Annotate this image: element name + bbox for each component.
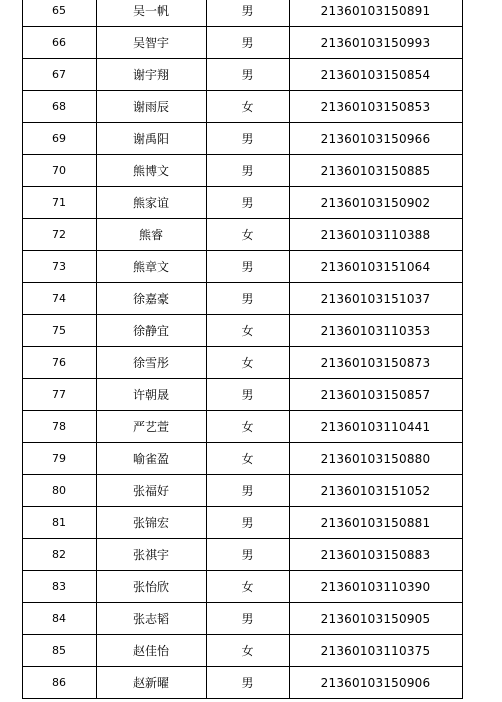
- student-name: 谢宇翔: [96, 59, 206, 91]
- student-gender: 男: [206, 539, 289, 571]
- row-number: 66: [22, 27, 96, 59]
- table-row: [0, 315, 502, 347]
- student-id: 21360103110441: [289, 411, 462, 443]
- right-margin-cell: [462, 635, 502, 667]
- table-row: [0, 0, 502, 27]
- student-gender: 男: [206, 603, 289, 635]
- student-gender: 女: [206, 347, 289, 379]
- student-name: 张志韬: [96, 603, 206, 635]
- table-row: [0, 347, 502, 379]
- row-number: 70: [22, 155, 96, 187]
- table-row: [0, 187, 502, 219]
- table-row: [0, 27, 502, 59]
- student-id: 21360103150873: [289, 347, 462, 379]
- student-gender: 男: [206, 667, 289, 699]
- table-row: [0, 507, 502, 539]
- student-name: 张怡欣: [96, 571, 206, 603]
- student-gender: 女: [206, 411, 289, 443]
- student-id: 21360103150854: [289, 59, 462, 91]
- row-number: 85: [22, 635, 96, 667]
- table-row: [0, 603, 502, 635]
- left-margin-cell: [0, 571, 22, 603]
- student-gender: 男: [206, 155, 289, 187]
- right-margin-cell: [462, 347, 502, 379]
- left-margin-cell: [0, 507, 22, 539]
- left-margin-cell: [0, 411, 22, 443]
- table-row: [0, 59, 502, 91]
- student-name: 严艺萱: [96, 411, 206, 443]
- row-number: 74: [22, 283, 96, 315]
- row-number: 75: [22, 315, 96, 347]
- student-name: 张祺宇: [96, 539, 206, 571]
- student-gender: 男: [206, 123, 289, 155]
- row-number: 84: [22, 603, 96, 635]
- row-number: 68: [22, 91, 96, 123]
- row-number: 78: [22, 411, 96, 443]
- row-number: 80: [22, 475, 96, 507]
- student-name: 徐雪彤: [96, 347, 206, 379]
- student-name: 张福好: [96, 475, 206, 507]
- table-row: [0, 571, 502, 603]
- left-margin-cell: [0, 155, 22, 187]
- left-margin-cell: [0, 667, 22, 699]
- student-id: 21360103150966: [289, 123, 462, 155]
- student-id: 21360103150883: [289, 539, 462, 571]
- table-row: [0, 539, 502, 571]
- left-margin-cell: [0, 187, 22, 219]
- student-id: 21360103150881: [289, 507, 462, 539]
- student-name: 吴智宇: [96, 27, 206, 59]
- left-margin-cell: [0, 59, 22, 91]
- student-name: 吴一帆: [96, 0, 206, 27]
- row-number: 67: [22, 59, 96, 91]
- student-id: 21360103110390: [289, 571, 462, 603]
- student-id: 21360103151064: [289, 251, 462, 283]
- right-margin-cell: [462, 315, 502, 347]
- student-gender: 男: [206, 251, 289, 283]
- left-margin-cell: [0, 251, 22, 283]
- row-number: 77: [22, 379, 96, 411]
- student-gender: 男: [206, 187, 289, 219]
- student-name: 谢禹阳: [96, 123, 206, 155]
- student-id: 21360103151052: [289, 475, 462, 507]
- student-id: 21360103150906: [289, 667, 462, 699]
- table-row: [0, 219, 502, 251]
- left-margin-cell: [0, 443, 22, 475]
- student-gender: 男: [206, 59, 289, 91]
- student-gender: 男: [206, 475, 289, 507]
- row-number: 65: [22, 0, 96, 27]
- student-name: 赵佳怡: [96, 635, 206, 667]
- row-number: 73: [22, 251, 96, 283]
- row-number: 76: [22, 347, 96, 379]
- student-gender: 女: [206, 91, 289, 123]
- left-margin-cell: [0, 635, 22, 667]
- table-row: [0, 379, 502, 411]
- student-gender: 女: [206, 219, 289, 251]
- left-margin-cell: [0, 475, 22, 507]
- left-margin-cell: [0, 347, 22, 379]
- student-name: 熊博文: [96, 155, 206, 187]
- student-name: 张锦宏: [96, 507, 206, 539]
- student-id: 21360103110353: [289, 315, 462, 347]
- right-margin-cell: [462, 251, 502, 283]
- student-name: 谢雨辰: [96, 91, 206, 123]
- table-row: [0, 635, 502, 667]
- student-gender: 女: [206, 571, 289, 603]
- right-margin-cell: [462, 507, 502, 539]
- table-row: [0, 251, 502, 283]
- table-row: [0, 91, 502, 123]
- left-margin-cell: [0, 27, 22, 59]
- student-id: 21360103110388: [289, 219, 462, 251]
- student-id: 21360103150853: [289, 91, 462, 123]
- right-margin-cell: [462, 0, 502, 27]
- right-margin-cell: [462, 603, 502, 635]
- student-gender: 女: [206, 635, 289, 667]
- right-margin-cell: [462, 539, 502, 571]
- student-gender: 女: [206, 443, 289, 475]
- left-margin-cell: [0, 539, 22, 571]
- right-margin-cell: [462, 475, 502, 507]
- student-name: 熊章文: [96, 251, 206, 283]
- student-gender: 男: [206, 27, 289, 59]
- student-id: 21360103151037: [289, 283, 462, 315]
- row-number: 72: [22, 219, 96, 251]
- row-number: 81: [22, 507, 96, 539]
- student-name: 熊家谊: [96, 187, 206, 219]
- student-name: 徐嘉豪: [96, 283, 206, 315]
- left-margin-cell: [0, 379, 22, 411]
- right-margin-cell: [462, 667, 502, 699]
- student-id: 21360103150902: [289, 187, 462, 219]
- row-number: 86: [22, 667, 96, 699]
- student-gender: 女: [206, 315, 289, 347]
- student-id: 21360103150857: [289, 379, 462, 411]
- right-margin-cell: [462, 123, 502, 155]
- right-margin-cell: [462, 443, 502, 475]
- right-margin-cell: [462, 27, 502, 59]
- student-name: 赵新曜: [96, 667, 206, 699]
- left-margin-cell: [0, 91, 22, 123]
- table-row: [0, 123, 502, 155]
- student-gender: 男: [206, 283, 289, 315]
- row-number: 79: [22, 443, 96, 475]
- table-row: [0, 475, 502, 507]
- student-gender: 男: [206, 379, 289, 411]
- right-margin-cell: [462, 411, 502, 443]
- left-margin-cell: [0, 123, 22, 155]
- row-number: 82: [22, 539, 96, 571]
- left-margin-cell: [0, 219, 22, 251]
- left-margin-cell: [0, 603, 22, 635]
- student-name: 喻雀盈: [96, 443, 206, 475]
- student-name: 许朝晟: [96, 379, 206, 411]
- row-number: 71: [22, 187, 96, 219]
- student-id: 21360103150885: [289, 155, 462, 187]
- table-row: [0, 155, 502, 187]
- student-name: 熊睿: [96, 219, 206, 251]
- right-margin-cell: [462, 219, 502, 251]
- right-margin-cell: [462, 59, 502, 91]
- student-id: 21360103150993: [289, 27, 462, 59]
- table-row: [0, 667, 502, 699]
- right-margin-cell: [462, 187, 502, 219]
- student-id: 21360103150880: [289, 443, 462, 475]
- table-row: [0, 283, 502, 315]
- student-id: 21360103110375: [289, 635, 462, 667]
- row-number: 83: [22, 571, 96, 603]
- left-margin-cell: [0, 283, 22, 315]
- student-gender: 男: [206, 0, 289, 27]
- right-margin-cell: [462, 283, 502, 315]
- left-margin-cell: [0, 0, 22, 27]
- student-gender: 男: [206, 507, 289, 539]
- right-margin-cell: [462, 91, 502, 123]
- table-row: [0, 443, 502, 475]
- student-name: 徐静宜: [96, 315, 206, 347]
- right-margin-cell: [462, 379, 502, 411]
- row-number: 69: [22, 123, 96, 155]
- right-margin-cell: [462, 155, 502, 187]
- left-margin-cell: [0, 315, 22, 347]
- student-id: 21360103150891: [289, 0, 462, 27]
- table-row: [0, 411, 502, 443]
- right-margin-cell: [462, 571, 502, 603]
- student-id: 21360103150905: [289, 603, 462, 635]
